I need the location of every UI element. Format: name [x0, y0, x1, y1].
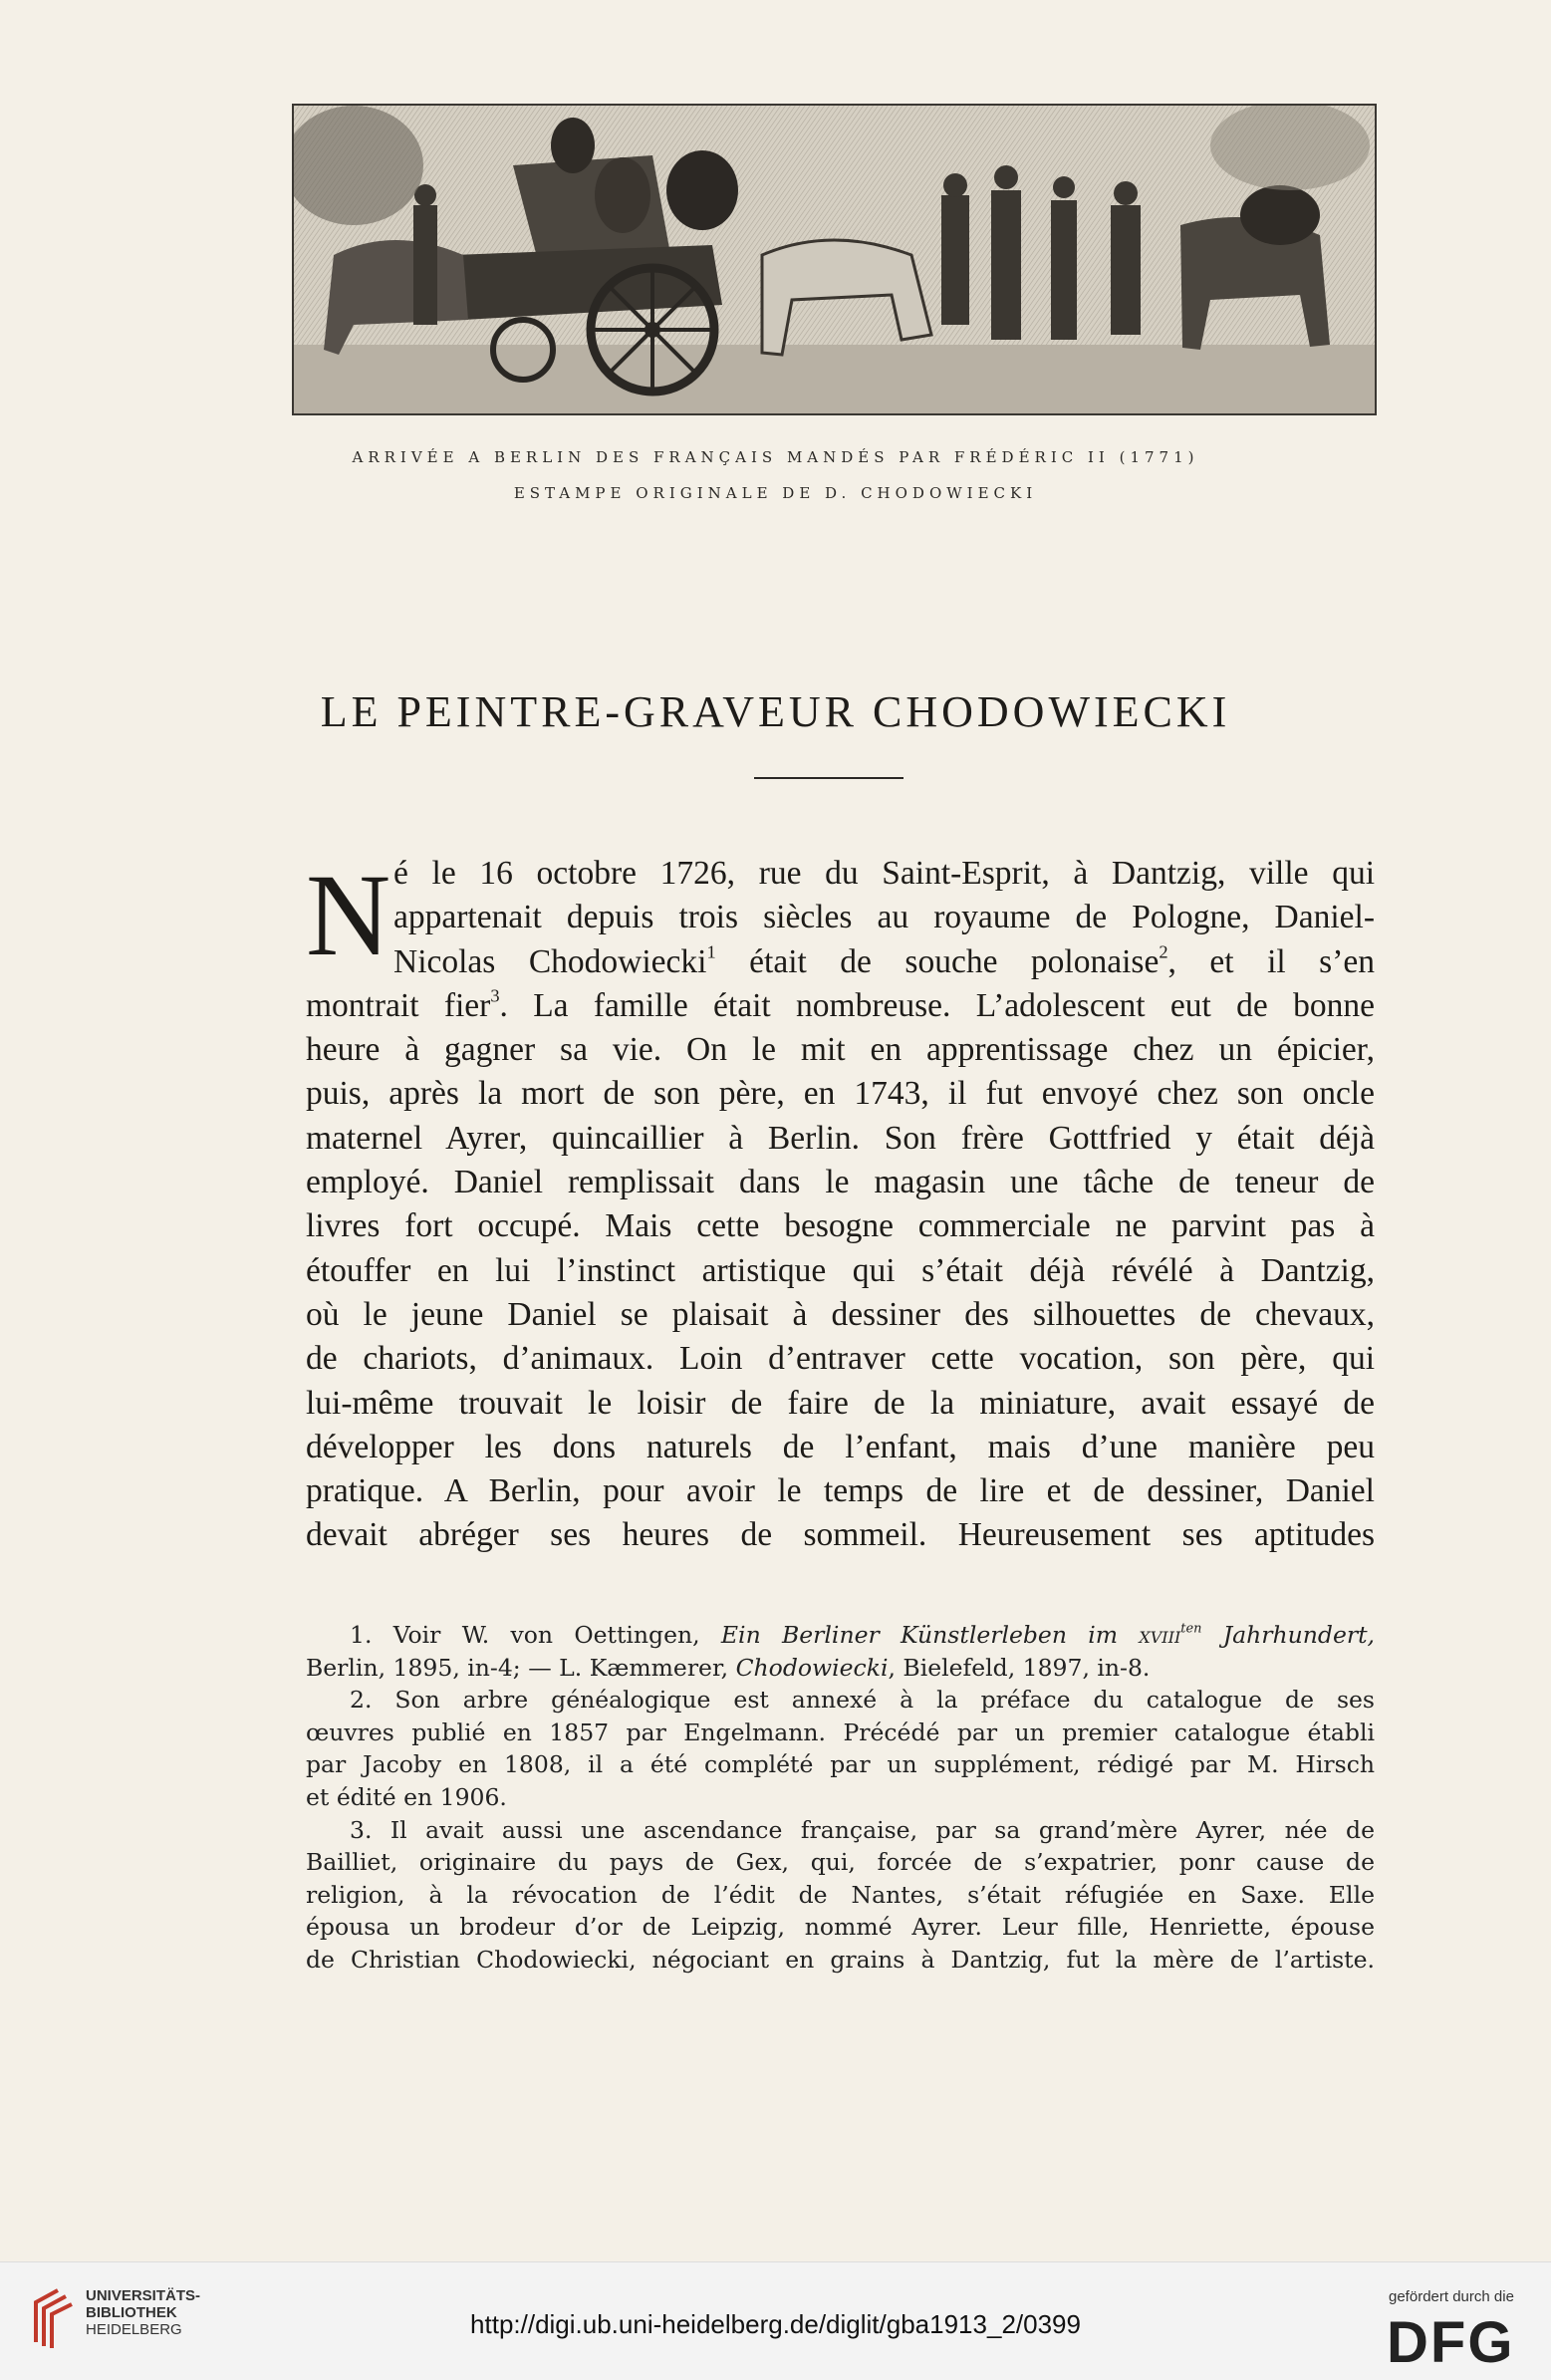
body-line: appartenait depuis trois siècles au royaume de Pologne, Daniel-	[393, 899, 1375, 936]
permalink-url[interactable]: http://digi.ub.uni-heidelberg.de/diglit/gba1913_2/0399	[470, 2309, 1081, 2339]
body-line: puis, après la mort de son père, en 1743, il fut envoyé chez son oncle	[306, 1075, 1375, 1113]
body-line: devait abréger ses heures de sommeil. Heureusement ses aptitudes	[306, 1516, 1375, 1554]
body-line: étouffer en lui l’instinct artistique qui s’était déjà révélé à Dantzig,	[306, 1251, 1375, 1289]
drop-cap: N	[306, 850, 391, 980]
footnote-ref[interactable]: 2	[1159, 940, 1168, 961]
engraving-caption-title: ARRIVÉE A BERLIN DES FRANÇAIS MANDÉS PAR FRÉDÉRIC II (1771)	[352, 448, 1199, 466]
footnote-2: 2. Son arbre généalogique est annexé à la préface du catalogue de ses	[350, 1686, 1375, 1715]
footnotes	[306, 1619, 1375, 1977]
footnote-2-cont: œuvres publié en 1857 par Engelmann. Précédé par un premier catalogue établi	[306, 1718, 1375, 1746]
footnote-1-cont: Berlin, 1895, in-4; — L. Kæmmerer, Chodowiecki, Bielefeld, 1897, in-8.	[306, 1653, 1151, 1682]
body-line: pratique. A Berlin, pour avoir le temps de lire et de dessiner, Daniel	[306, 1472, 1375, 1510]
body-line: employé. Daniel remplissait dans le magasin une tâche de teneur de	[306, 1164, 1375, 1201]
body-line: maternel Ayrer, quincaillier à Berlin. Son frère Gottfried y était déjà	[306, 1119, 1375, 1157]
dfg-logo[interactable]: DFG	[1387, 2310, 1515, 2375]
footnote-3-cont: religion, à la révocation de l’édit de Nantes, s’était réfugiée en Saxe. Elle	[306, 1880, 1375, 1909]
engraving-caption-credit: ESTAMPE ORIGINALE DE D. CHODOWIECKI	[513, 484, 1038, 502]
footnote-2-cont: et édité en 1906.	[306, 1782, 507, 1811]
body-line: développer les dons naturels de l’enfant, mais d’une manière peu	[306, 1428, 1375, 1465]
body-line: lui-même trouvait le loisir de faire de la miniature, avait essayé de	[306, 1384, 1375, 1422]
body-line: heure à gagner sa vie. On le mit en apprentissage chez un épicier,	[306, 1031, 1375, 1069]
body-line: livres fort occupé. Mais cette besogne commerciale ne parvint pas à	[306, 1207, 1375, 1245]
article-title: LE PEINTRE-GRAVEUR CHODOWIECKI	[320, 687, 1231, 737]
funding-label: gefördert durch die	[1389, 2288, 1514, 2305]
title-divider	[754, 777, 904, 779]
body-line: où le jeune Daniel se plaisait à dessiner des silhouettes de chevaux,	[306, 1295, 1375, 1333]
article-body	[306, 852, 1375, 1558]
body-line: montrait fier$^3$. La famille était nombreuse. L’adolescent eut de bonne	[306, 985, 1375, 1024]
engraving-illustration	[292, 104, 1377, 415]
body-line: é le 16 octobre 1726, rue du Saint-Esprit, à Dantzig, ville qui	[393, 855, 1375, 892]
footnote-1: 1. Voir W. von Oettingen, Ein Berliner Künstlerleben im xviii$^{ten}$ Jahrhundert,	[350, 1621, 1375, 1649]
body-line: de chariots, d’animaux. Loin d’entraver cette vocation, son père, qui	[306, 1340, 1375, 1378]
footnote-3-cont: épousa un brodeur d’or de Leipzig, nommé Ayrer. Leur fille, Henriette, épouse	[306, 1913, 1375, 1942]
university-library-name[interactable]: UNIVERSITÄTS- BIBLIOTHEK HEIDELBERG	[86, 2287, 201, 2338]
footnote-3-cont: de Christian Chodowiecki, négociant en grains à Dantzig, fut la mère de l’artiste.	[306, 1945, 1375, 1974]
footnote-ref[interactable]: 1	[706, 940, 716, 961]
footnote-3: 3. Il avait aussi une ascendance française, par sa grand’mère Ayrer, née de	[350, 1815, 1375, 1844]
body-line: Nicolas Chodowiecki$^1$ était de souche polonaise$^2$, et il s’en	[393, 940, 1375, 980]
footnote-ref[interactable]: 3	[490, 985, 500, 1006]
footnote-3-cont: Bailliet, originaire du pays de Gex, qui, forcée de s’expatrier, ponr cause de	[306, 1848, 1375, 1877]
footnote-2-cont: par Jacoby en 1808, il a été complété par un supplément, rédigé par M. Hirsch	[306, 1750, 1375, 1779]
